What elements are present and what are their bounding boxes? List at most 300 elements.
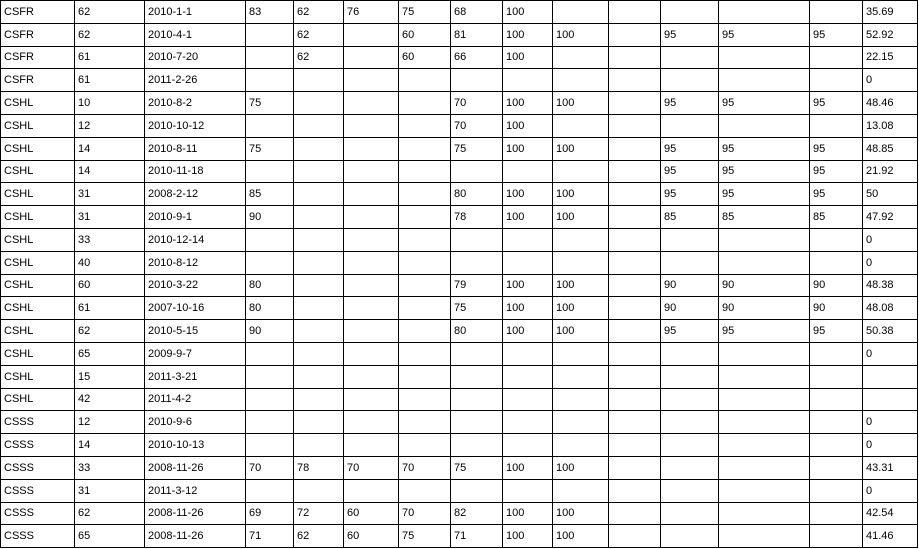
cell-score-8[interactable]	[609, 114, 661, 137]
cell-score-10[interactable]	[719, 411, 810, 434]
cell-score-9[interactable]: 90	[661, 274, 719, 297]
cell-code[interactable]: 14	[75, 434, 145, 457]
cell-score-1[interactable]: 90	[246, 206, 294, 229]
cell-score-6[interactable]	[503, 388, 553, 411]
cell-category[interactable]: CSHL	[1, 251, 75, 274]
cell-score-7[interactable]	[553, 479, 609, 502]
cell-score-3[interactable]: 60	[344, 525, 399, 548]
cell-code[interactable]: 62	[75, 320, 145, 343]
cell-total[interactable]: 0	[863, 434, 918, 457]
cell-score-1[interactable]	[246, 69, 294, 92]
cell-score-6[interactable]: 100	[503, 92, 553, 115]
cell-total[interactable]: 50	[863, 183, 918, 206]
cell-score-4[interactable]: 75	[399, 1, 451, 24]
cell-total[interactable]: 0	[863, 479, 918, 502]
cell-score-1[interactable]	[246, 479, 294, 502]
cell-score-5[interactable]	[451, 69, 503, 92]
cell-score-5[interactable]: 75	[451, 297, 503, 320]
cell-score-9[interactable]	[661, 434, 719, 457]
cell-score-5[interactable]: 68	[451, 1, 503, 24]
cell-date[interactable]: 2010-8-12	[145, 251, 246, 274]
cell-score-1[interactable]	[246, 114, 294, 137]
cell-score-4[interactable]	[399, 479, 451, 502]
cell-score-1[interactable]: 71	[246, 525, 294, 548]
cell-score-3[interactable]	[344, 137, 399, 160]
cell-score-10[interactable]	[719, 114, 810, 137]
cell-date[interactable]: 2011-3-21	[145, 365, 246, 388]
cell-score-11[interactable]: 95	[810, 183, 863, 206]
cell-score-11[interactable]	[810, 388, 863, 411]
cell-score-2[interactable]	[294, 479, 344, 502]
cell-score-8[interactable]	[609, 69, 661, 92]
cell-total[interactable]: 0	[863, 342, 918, 365]
cell-score-6[interactable]: 100	[503, 137, 553, 160]
cell-score-11[interactable]: 85	[810, 206, 863, 229]
cell-score-5[interactable]	[451, 388, 503, 411]
cell-score-6[interactable]: 100	[503, 1, 553, 24]
cell-score-2[interactable]	[294, 160, 344, 183]
cell-score-3[interactable]	[344, 46, 399, 69]
cell-date[interactable]: 2011-2-26	[145, 69, 246, 92]
cell-score-6[interactable]: 100	[503, 456, 553, 479]
cell-score-7[interactable]: 100	[553, 137, 609, 160]
cell-score-11[interactable]	[810, 342, 863, 365]
cell-score-9[interactable]: 95	[661, 183, 719, 206]
cell-score-3[interactable]	[344, 320, 399, 343]
cell-score-5[interactable]: 80	[451, 320, 503, 343]
cell-score-4[interactable]	[399, 114, 451, 137]
cell-score-11[interactable]	[810, 411, 863, 434]
cell-score-7[interactable]	[553, 434, 609, 457]
cell-score-6[interactable]	[503, 365, 553, 388]
cell-score-3[interactable]: 70	[344, 456, 399, 479]
cell-date[interactable]: 2010-4-1	[145, 23, 246, 46]
cell-score-6[interactable]: 100	[503, 46, 553, 69]
cell-score-1[interactable]: 83	[246, 1, 294, 24]
cell-score-7[interactable]	[553, 160, 609, 183]
cell-score-1[interactable]	[246, 365, 294, 388]
cell-score-8[interactable]	[609, 1, 661, 24]
cell-date[interactable]: 2010-5-15	[145, 320, 246, 343]
cell-score-2[interactable]	[294, 411, 344, 434]
cell-score-7[interactable]: 100	[553, 92, 609, 115]
cell-score-2[interactable]	[294, 320, 344, 343]
cell-category[interactable]: CSHL	[1, 206, 75, 229]
cell-total[interactable]: 35.69	[863, 1, 918, 24]
cell-score-7[interactable]	[553, 342, 609, 365]
cell-score-3[interactable]	[344, 479, 399, 502]
cell-score-6[interactable]: 100	[503, 297, 553, 320]
cell-score-4[interactable]: 60	[399, 23, 451, 46]
cell-score-3[interactable]	[344, 411, 399, 434]
cell-category[interactable]: CSFR	[1, 69, 75, 92]
cell-score-4[interactable]	[399, 228, 451, 251]
cell-score-6[interactable]: 100	[503, 114, 553, 137]
cell-score-2[interactable]	[294, 365, 344, 388]
cell-score-4[interactable]: 70	[399, 502, 451, 525]
cell-score-3[interactable]: 76	[344, 1, 399, 24]
cell-score-3[interactable]	[344, 251, 399, 274]
cell-score-11[interactable]: 95	[810, 92, 863, 115]
cell-category[interactable]: CSHL	[1, 137, 75, 160]
cell-score-7[interactable]: 100	[553, 297, 609, 320]
cell-code[interactable]: 10	[75, 92, 145, 115]
cell-score-10[interactable]	[719, 69, 810, 92]
cell-score-4[interactable]	[399, 274, 451, 297]
cell-date[interactable]: 2011-3-12	[145, 479, 246, 502]
cell-score-3[interactable]	[344, 92, 399, 115]
cell-code[interactable]: 31	[75, 206, 145, 229]
cell-score-5[interactable]: 70	[451, 92, 503, 115]
cell-score-1[interactable]: 75	[246, 92, 294, 115]
cell-score-5[interactable]: 82	[451, 502, 503, 525]
cell-date[interactable]: 2011-4-2	[145, 388, 246, 411]
cell-score-6[interactable]: 100	[503, 206, 553, 229]
cell-category[interactable]: CSHL	[1, 297, 75, 320]
cell-score-2[interactable]	[294, 274, 344, 297]
cell-score-2[interactable]	[294, 228, 344, 251]
cell-date[interactable]: 2009-9-7	[145, 342, 246, 365]
cell-score-10[interactable]: 95	[719, 183, 810, 206]
cell-total[interactable]: 41.46	[863, 525, 918, 548]
cell-score-10[interactable]	[719, 365, 810, 388]
cell-total[interactable]: 48.08	[863, 297, 918, 320]
cell-total[interactable]: 43.31	[863, 456, 918, 479]
cell-code[interactable]: 61	[75, 46, 145, 69]
cell-score-11[interactable]: 90	[810, 274, 863, 297]
cell-total[interactable]: 48.38	[863, 274, 918, 297]
cell-score-2[interactable]	[294, 434, 344, 457]
cell-score-5[interactable]	[451, 342, 503, 365]
cell-score-9[interactable]: 95	[661, 320, 719, 343]
cell-score-10[interactable]	[719, 1, 810, 24]
cell-score-10[interactable]: 95	[719, 320, 810, 343]
cell-total[interactable]: 21.92	[863, 160, 918, 183]
cell-score-8[interactable]	[609, 525, 661, 548]
cell-score-6[interactable]	[503, 434, 553, 457]
cell-score-11[interactable]: 95	[810, 137, 863, 160]
cell-category[interactable]: CSHL	[1, 388, 75, 411]
cell-category[interactable]: CSSS	[1, 525, 75, 548]
cell-score-8[interactable]	[609, 137, 661, 160]
cell-score-11[interactable]	[810, 228, 863, 251]
cell-score-4[interactable]	[399, 160, 451, 183]
cell-score-7[interactable]: 100	[553, 320, 609, 343]
cell-total[interactable]: 22.15	[863, 46, 918, 69]
cell-score-6[interactable]	[503, 479, 553, 502]
cell-score-10[interactable]	[719, 388, 810, 411]
cell-score-1[interactable]	[246, 411, 294, 434]
cell-code[interactable]: 12	[75, 411, 145, 434]
cell-score-6[interactable]: 100	[503, 502, 553, 525]
cell-score-10[interactable]	[719, 342, 810, 365]
cell-score-7[interactable]: 100	[553, 183, 609, 206]
cell-score-3[interactable]	[344, 297, 399, 320]
cell-score-2[interactable]: 78	[294, 456, 344, 479]
cell-score-8[interactable]	[609, 274, 661, 297]
cell-score-2[interactable]	[294, 114, 344, 137]
cell-score-11[interactable]	[810, 251, 863, 274]
cell-score-2[interactable]: 72	[294, 502, 344, 525]
cell-score-1[interactable]: 90	[246, 320, 294, 343]
cell-score-8[interactable]	[609, 388, 661, 411]
cell-score-10[interactable]: 95	[719, 160, 810, 183]
cell-score-9[interactable]: 95	[661, 92, 719, 115]
cell-score-10[interactable]	[719, 502, 810, 525]
cell-category[interactable]: CSFR	[1, 23, 75, 46]
cell-score-5[interactable]	[451, 251, 503, 274]
cell-code[interactable]: 61	[75, 297, 145, 320]
cell-score-11[interactable]: 90	[810, 297, 863, 320]
cell-score-1[interactable]: 69	[246, 502, 294, 525]
cell-score-9[interactable]	[661, 1, 719, 24]
cell-score-9[interactable]	[661, 479, 719, 502]
cell-score-3[interactable]	[344, 206, 399, 229]
cell-category[interactable]: CSHL	[1, 274, 75, 297]
cell-score-8[interactable]	[609, 228, 661, 251]
cell-score-3[interactable]	[344, 228, 399, 251]
cell-score-8[interactable]	[609, 365, 661, 388]
cell-total[interactable]: 0	[863, 251, 918, 274]
cell-code[interactable]: 14	[75, 160, 145, 183]
cell-code[interactable]: 61	[75, 69, 145, 92]
cell-category[interactable]: CSHL	[1, 320, 75, 343]
cell-score-7[interactable]: 100	[553, 206, 609, 229]
cell-score-8[interactable]	[609, 502, 661, 525]
cell-date[interactable]: 2010-9-1	[145, 206, 246, 229]
cell-score-1[interactable]	[246, 342, 294, 365]
cell-category[interactable]: CSSS	[1, 434, 75, 457]
cell-score-1[interactable]: 70	[246, 456, 294, 479]
cell-date[interactable]: 2008-11-26	[145, 502, 246, 525]
cell-total[interactable]: 48.46	[863, 92, 918, 115]
cell-score-9[interactable]: 95	[661, 137, 719, 160]
cell-score-4[interactable]	[399, 342, 451, 365]
cell-score-3[interactable]	[344, 69, 399, 92]
cell-total[interactable]: 0	[863, 411, 918, 434]
cell-date[interactable]: 2010-12-14	[145, 228, 246, 251]
cell-score-10[interactable]: 85	[719, 206, 810, 229]
cell-code[interactable]: 31	[75, 479, 145, 502]
cell-score-4[interactable]: 70	[399, 456, 451, 479]
cell-score-5[interactable]: 78	[451, 206, 503, 229]
cell-category[interactable]: CSSS	[1, 502, 75, 525]
cell-score-3[interactable]	[344, 23, 399, 46]
cell-date[interactable]: 2010-9-6	[145, 411, 246, 434]
cell-score-6[interactable]: 100	[503, 23, 553, 46]
cell-score-7[interactable]: 100	[553, 502, 609, 525]
cell-score-7[interactable]: 100	[553, 274, 609, 297]
cell-score-1[interactable]	[246, 46, 294, 69]
cell-code[interactable]: 33	[75, 228, 145, 251]
cell-code[interactable]: 65	[75, 525, 145, 548]
cell-score-1[interactable]: 75	[246, 137, 294, 160]
cell-score-2[interactable]: 62	[294, 23, 344, 46]
cell-score-3[interactable]	[344, 160, 399, 183]
cell-total[interactable]	[863, 365, 918, 388]
cell-category[interactable]: CSHL	[1, 114, 75, 137]
cell-score-1[interactable]: 80	[246, 297, 294, 320]
cell-score-6[interactable]: 100	[503, 274, 553, 297]
cell-score-2[interactable]	[294, 206, 344, 229]
cell-score-9[interactable]: 95	[661, 160, 719, 183]
cell-category[interactable]: CSSS	[1, 456, 75, 479]
cell-score-7[interactable]: 100	[553, 456, 609, 479]
cell-score-10[interactable]	[719, 479, 810, 502]
cell-score-5[interactable]: 75	[451, 456, 503, 479]
cell-score-8[interactable]	[609, 251, 661, 274]
cell-date[interactable]: 2010-10-13	[145, 434, 246, 457]
cell-score-7[interactable]	[553, 1, 609, 24]
cell-score-2[interactable]	[294, 69, 344, 92]
cell-code[interactable]: 31	[75, 183, 145, 206]
cell-score-5[interactable]	[451, 479, 503, 502]
cell-score-8[interactable]	[609, 434, 661, 457]
cell-code[interactable]: 60	[75, 274, 145, 297]
cell-score-4[interactable]	[399, 69, 451, 92]
cell-score-4[interactable]	[399, 206, 451, 229]
cell-score-4[interactable]	[399, 183, 451, 206]
cell-score-4[interactable]	[399, 137, 451, 160]
cell-score-7[interactable]	[553, 365, 609, 388]
cell-date[interactable]: 2010-11-18	[145, 160, 246, 183]
cell-score-4[interactable]	[399, 92, 451, 115]
cell-score-11[interactable]	[810, 365, 863, 388]
cell-date[interactable]: 2010-1-1	[145, 1, 246, 24]
cell-score-1[interactable]	[246, 160, 294, 183]
cell-score-3[interactable]	[344, 388, 399, 411]
cell-score-7[interactable]	[553, 228, 609, 251]
cell-score-9[interactable]: 95	[661, 23, 719, 46]
cell-score-5[interactable]	[451, 365, 503, 388]
cell-score-9[interactable]	[661, 342, 719, 365]
cell-score-6[interactable]	[503, 251, 553, 274]
cell-score-11[interactable]	[810, 525, 863, 548]
cell-total[interactable]: 50.38	[863, 320, 918, 343]
cell-code[interactable]: 15	[75, 365, 145, 388]
cell-score-10[interactable]: 90	[719, 274, 810, 297]
cell-score-9[interactable]	[661, 525, 719, 548]
cell-category[interactable]: CSHL	[1, 160, 75, 183]
cell-score-9[interactable]	[661, 69, 719, 92]
cell-score-2[interactable]	[294, 183, 344, 206]
cell-score-8[interactable]	[609, 23, 661, 46]
cell-score-4[interactable]	[399, 297, 451, 320]
cell-score-7[interactable]	[553, 114, 609, 137]
cell-score-4[interactable]: 75	[399, 525, 451, 548]
cell-score-7[interactable]	[553, 411, 609, 434]
cell-date[interactable]: 2010-3-22	[145, 274, 246, 297]
cell-category[interactable]: CSSS	[1, 479, 75, 502]
cell-score-6[interactable]	[503, 342, 553, 365]
cell-score-7[interactable]	[553, 388, 609, 411]
cell-score-9[interactable]	[661, 365, 719, 388]
cell-date[interactable]: 2008-11-26	[145, 525, 246, 548]
cell-score-5[interactable]	[451, 411, 503, 434]
cell-score-3[interactable]: 60	[344, 502, 399, 525]
cell-score-10[interactable]: 95	[719, 23, 810, 46]
cell-total[interactable]: 0	[863, 228, 918, 251]
cell-score-11[interactable]	[810, 434, 863, 457]
cell-score-11[interactable]	[810, 479, 863, 502]
cell-code[interactable]: 12	[75, 114, 145, 137]
cell-date[interactable]: 2010-8-2	[145, 92, 246, 115]
cell-score-9[interactable]	[661, 388, 719, 411]
cell-score-4[interactable]	[399, 434, 451, 457]
cell-score-9[interactable]	[661, 228, 719, 251]
cell-score-11[interactable]: 95	[810, 23, 863, 46]
cell-score-4[interactable]	[399, 320, 451, 343]
cell-score-5[interactable]: 75	[451, 137, 503, 160]
cell-score-11[interactable]	[810, 69, 863, 92]
cell-score-7[interactable]	[553, 251, 609, 274]
cell-score-2[interactable]	[294, 92, 344, 115]
cell-score-6[interactable]	[503, 411, 553, 434]
cell-score-11[interactable]: 95	[810, 320, 863, 343]
cell-score-11[interactable]	[810, 46, 863, 69]
cell-score-4[interactable]	[399, 388, 451, 411]
cell-score-5[interactable]	[451, 160, 503, 183]
cell-score-1[interactable]	[246, 228, 294, 251]
cell-score-9[interactable]: 85	[661, 206, 719, 229]
cell-score-10[interactable]: 95	[719, 92, 810, 115]
cell-code[interactable]: 65	[75, 342, 145, 365]
cell-score-10[interactable]	[719, 434, 810, 457]
cell-score-9[interactable]	[661, 251, 719, 274]
cell-code[interactable]: 42	[75, 388, 145, 411]
cell-score-6[interactable]: 100	[503, 525, 553, 548]
cell-score-4[interactable]	[399, 365, 451, 388]
cell-score-6[interactable]	[503, 160, 553, 183]
cell-score-5[interactable]: 79	[451, 274, 503, 297]
cell-total[interactable]: 47.92	[863, 206, 918, 229]
cell-score-7[interactable]: 100	[553, 23, 609, 46]
cell-total[interactable]: 13.08	[863, 114, 918, 137]
cell-score-1[interactable]	[246, 434, 294, 457]
cell-category[interactable]: CSHL	[1, 228, 75, 251]
cell-score-6[interactable]	[503, 228, 553, 251]
cell-total[interactable]: 42.54	[863, 502, 918, 525]
cell-score-8[interactable]	[609, 206, 661, 229]
cell-code[interactable]: 62	[75, 23, 145, 46]
cell-score-2[interactable]	[294, 297, 344, 320]
cell-score-10[interactable]: 95	[719, 137, 810, 160]
cell-score-2[interactable]	[294, 251, 344, 274]
cell-category[interactable]: CSSS	[1, 411, 75, 434]
cell-score-4[interactable]: 60	[399, 46, 451, 69]
cell-code[interactable]: 62	[75, 1, 145, 24]
cell-score-4[interactable]	[399, 411, 451, 434]
cell-score-5[interactable]: 81	[451, 23, 503, 46]
cell-score-10[interactable]	[719, 251, 810, 274]
cell-score-3[interactable]	[344, 183, 399, 206]
cell-score-8[interactable]	[609, 456, 661, 479]
cell-score-11[interactable]	[810, 456, 863, 479]
cell-score-8[interactable]	[609, 46, 661, 69]
cell-category[interactable]: CSHL	[1, 92, 75, 115]
cell-score-7[interactable]	[553, 69, 609, 92]
cell-score-9[interactable]	[661, 456, 719, 479]
cell-score-8[interactable]	[609, 160, 661, 183]
cell-category[interactable]: CSFR	[1, 1, 75, 24]
cell-code[interactable]: 40	[75, 251, 145, 274]
cell-date[interactable]: 2010-10-12	[145, 114, 246, 137]
cell-score-9[interactable]: 90	[661, 297, 719, 320]
cell-score-11[interactable]: 95	[810, 160, 863, 183]
cell-date[interactable]: 2008-11-26	[145, 456, 246, 479]
cell-score-8[interactable]	[609, 342, 661, 365]
cell-score-1[interactable]	[246, 251, 294, 274]
